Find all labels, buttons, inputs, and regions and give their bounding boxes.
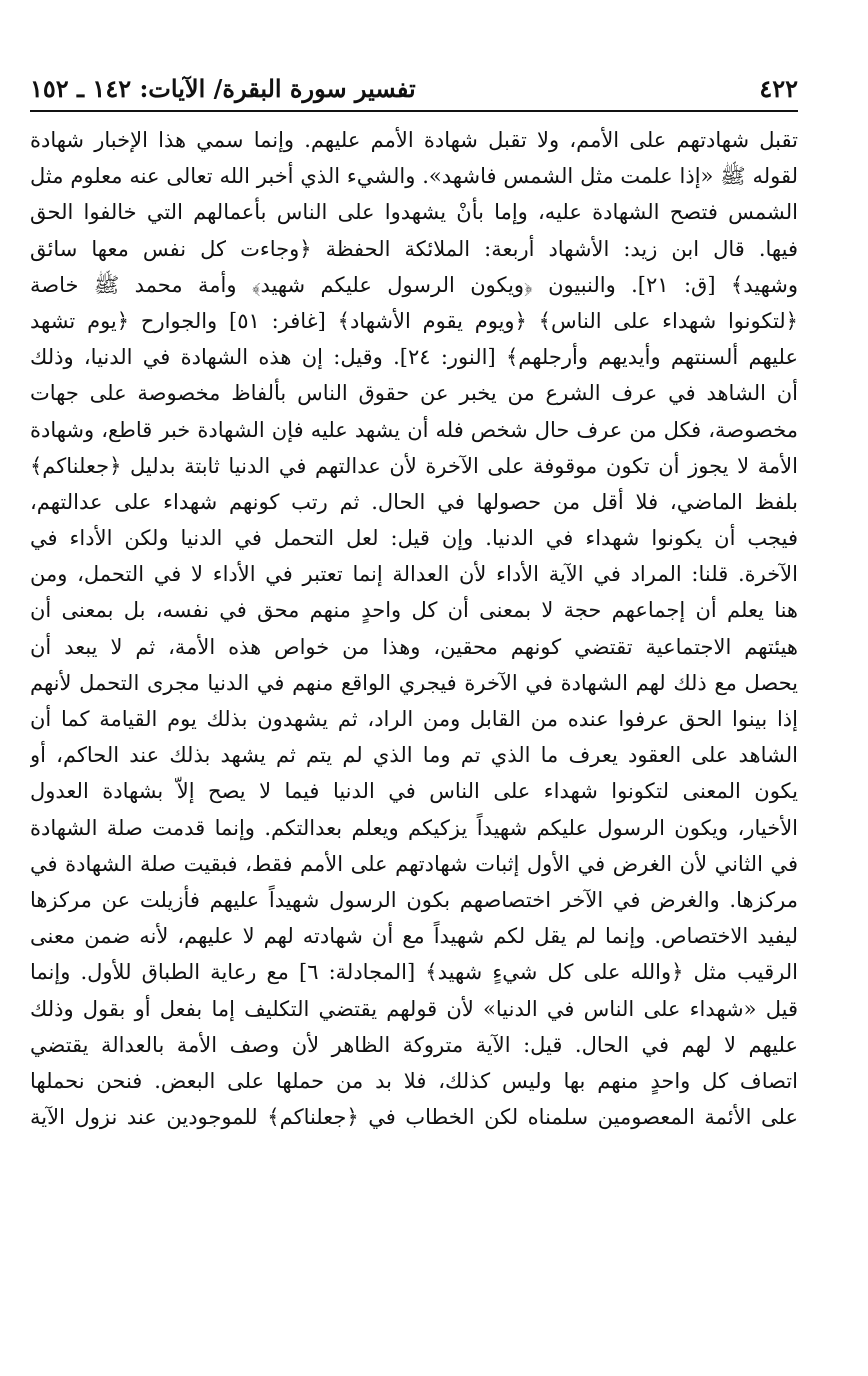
text-line: عليهم ألسنتهم وأيديهم وأرجلهم﴾ [النور: ٢٤]. وقيل: إن هذه الشهادة في الدنيا، وذلك <box>30 345 798 370</box>
running-header-title: تفسير سورة البقرة/ الآيات: ١٤٢ ـ ١٥٢ <box>30 74 416 103</box>
text-line: ﴿لتكونوا شهداء على الناس﴾ ﴿ويوم يقوم الأشهاد﴾ [غافر: ٥١] والجوارح ﴿يوم تشهد <box>30 308 798 333</box>
text-line: الأخيار، ويكون الرسول عليكم شهيداً يزكيكم ويعلم بعدالتكم. وإنما قدمت صلة الشهادة <box>30 815 798 840</box>
text-line: ليفيد الاختصاص. وإنما لم يقل لكم شهيداً مع أن شهادته لهم لا عليهم، لأنه ضمن معنى <box>30 924 798 949</box>
text-line: الشمس فتصح الشهادة عليه، وإما بأنْ يشهدوا على الناس بأعمالهم التي خالفوا الحق <box>30 200 798 225</box>
text-line: الآخرة. قلنا: المراد في الآية الأداء لأن العدالة إنما تعتبر في الأداء لا في التحمل، ومن <box>30 562 798 587</box>
text-line: في الثاني لأن الغرض في الأول إثبات شهادتهم على الأمم فقط، فبقيت صلة الشهادة في <box>30 851 798 876</box>
text-line: الرقيب مثل ﴿والله على كل شيءٍ شهيد﴾ [المجادلة: ٦] مع رعاية الطباق للأول. وإنما <box>30 960 798 985</box>
page-number: ٤٢٢ <box>759 74 798 103</box>
tafsir-body-text <box>30 122 798 1282</box>
text-line: اتصاف كل واحدٍ منهم بها وليس كذلك، فلا بد من حملها على البعض. فنحن نحملها <box>30 1068 798 1093</box>
text-line: وشهيد﴾ [ق: ٢١]. والنبيون ﴿ويكون الرسول عليكم شهيد﴾ وأمة محمد ﷺ خاصة <box>30 272 798 297</box>
header-rule <box>30 110 798 112</box>
text-line: على الأئمة المعصومين سلمناه لكن الخطاب في ﴿جعلناكم﴾ للموجودين عند نزول الآية <box>30 1105 798 1130</box>
text-line: هيئتهم الاجتماعية تقتضي كونهم محقين، وهذا من خواص هذه الأمة، ثم لا يبعد أن <box>30 634 798 659</box>
text-line: تقبل شهادتهم على الأمم، ولا تقبل شهادة الأمم عليهم. وإنما سمي هذا الإخبار شهادة <box>30 128 798 152</box>
text-line: مركزها. والغرض في الآخر اختصاصهم بكون الرسول شهيداً عليهم فأزيلت عن مركزها <box>30 887 798 912</box>
text-line: قيل «شهداء على الناس في الدنيا» لأن قولهم يقتضي التكليف إما بفعل أو بقول وذلك <box>30 996 798 1021</box>
text-line: الأمة لا يجوز أن تكون موقوفة على الآخرة لأن عدالتهم في الدنيا ثابتة بدليل ﴿جعلناكم﴾ <box>30 453 798 478</box>
text-line: فيها. قال ابن زيد: الأشهاد أربعة: الملائكة الحفظة ﴿وجاءت كل نفس معها سائق <box>30 236 798 261</box>
text-line: هنا يعلم أن إجماعهم حجة لا بمعنى أن كل واحدٍ منهم محق في نفسه، بل بمعنى أن <box>30 598 798 623</box>
text-line: يحصل مع ذلك لهم الشهادة في الآخرة فيجري الواقع منهم في الدنيا مجرى التحمل لأنهم <box>30 670 798 695</box>
text-line: فيجب أن يكونوا شهداء في الدنيا. وإن قيل: لعل التحمل في الدنيا ولكن الأداء في <box>30 526 798 551</box>
text-line: إذا بينوا الحق عرفوا عنده من القابل ومن الراد، ثم يشهدون بذلك يوم القيامة كما أن <box>30 707 798 731</box>
text-line: لقوله ﷺ «إذا علمت مثل الشمس فاشهد». والشيء الذي أخبر الله تعالى عنه معلوم مثل <box>30 164 798 189</box>
text-line: أن الشاهد في عرف الشرع من يخبر عن حقوق الناس بألفاظ مخصوصة على جهات <box>30 381 798 406</box>
text-line: الشاهد على العقود يعرف ما الذي تم وما الذي لم يتم ثم يشهد بذلك عند الحاكم، أو <box>30 743 798 768</box>
running-header <box>30 64 798 104</box>
text-line: عليهم لا لهم في الحال. قيل: الآية متروكة الظاهر لأن وصف الأمة بالعدالة يقتضي <box>30 1032 798 1057</box>
text-line: يكون المعنى لتكونوا شهداء على الناس في الدنيا فيما لا يصح إلاّ بشهادة العدول <box>30 779 798 804</box>
text-line: بلفظ الماضي، فلا أقل من حصولها في الحال. ثم رتب كونهم شهداء على عدالتهم، <box>30 489 798 514</box>
text-line: مخصوصة، فكل من عرف حال شخص فله أن يشهد عليه فإن الشهادة خبر قاطع، وشهادة <box>30 417 798 442</box>
